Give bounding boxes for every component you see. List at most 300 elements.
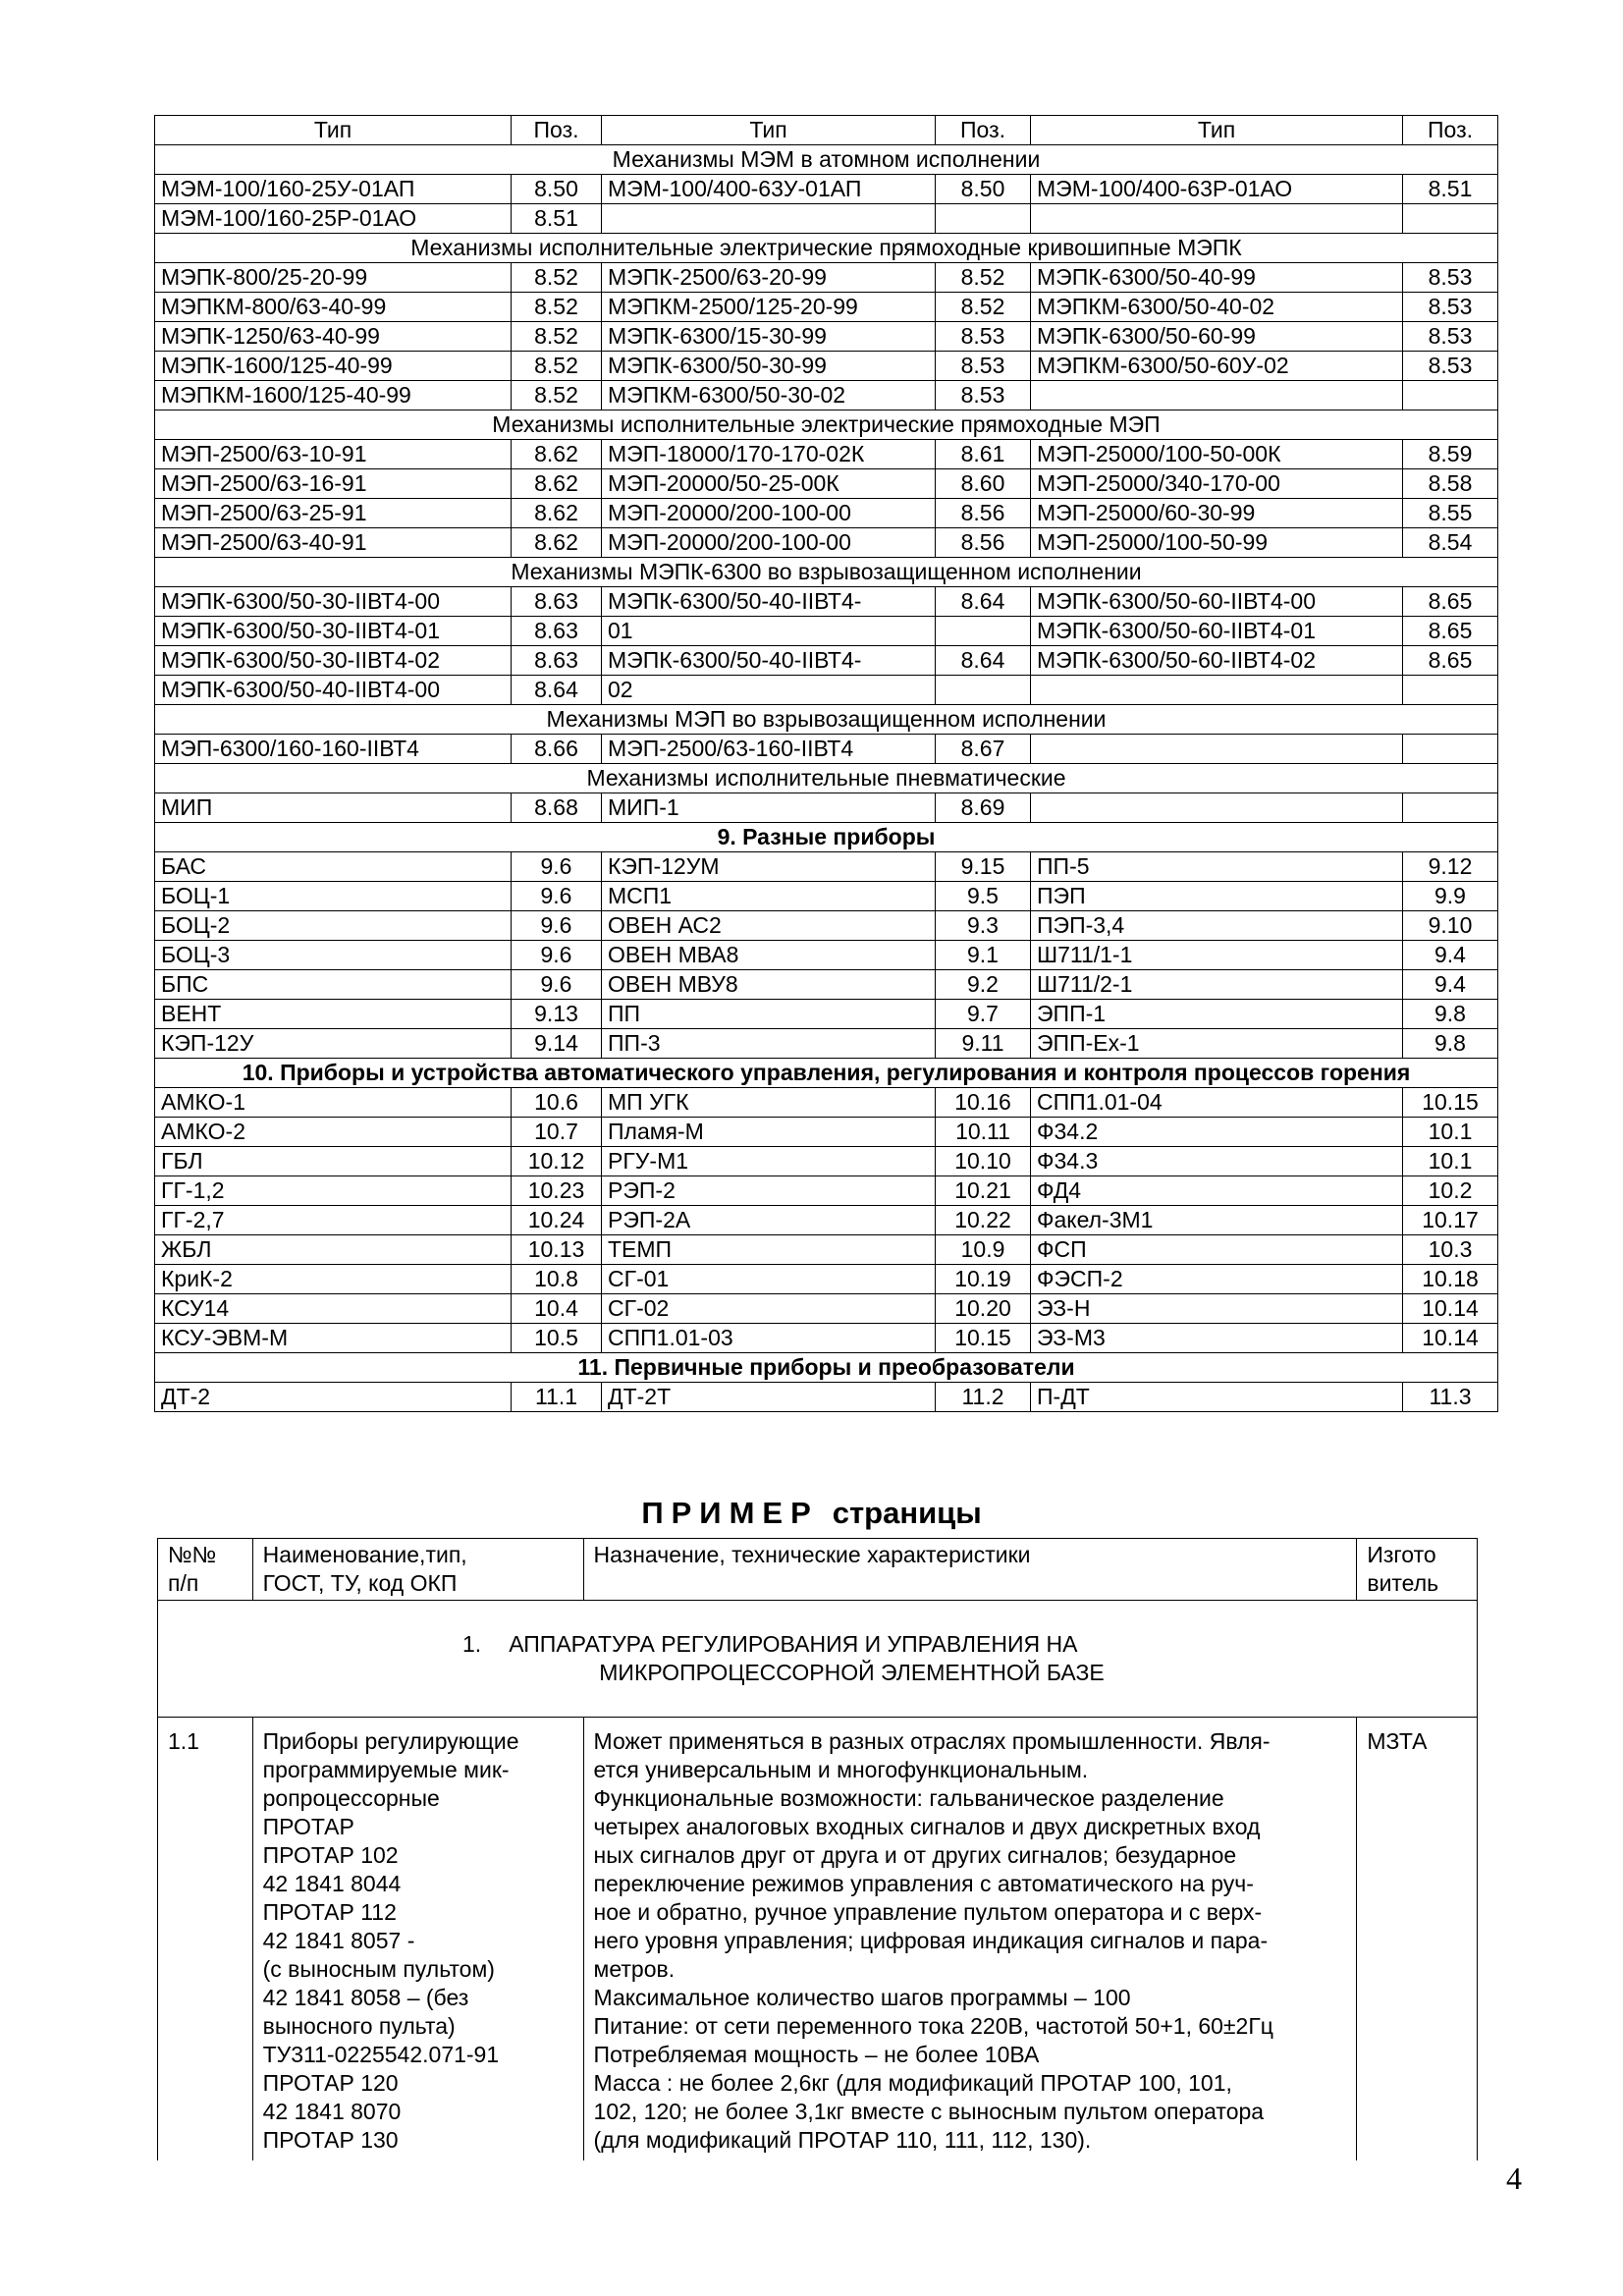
position-cell: 10.7	[512, 1118, 602, 1147]
type-cell: ГГ-1,2	[155, 1176, 512, 1206]
type-cell: МЭПК-1600/125-40-99	[155, 352, 512, 381]
type-cell: КриК-2	[155, 1265, 512, 1294]
table-row	[155, 1147, 1498, 1176]
position-cell: 8.60	[936, 469, 1031, 499]
table-row	[155, 1265, 1498, 1294]
type-cell: МЭМ-100/160-25Р-01АО	[155, 204, 512, 234]
text-line: ется универсальным и многофункциональным.	[593, 1757, 1089, 1782]
type-cell: ЭПП-Ех-1	[1031, 1029, 1403, 1059]
type-cell: МЭП-25000/340-170-00	[1031, 469, 1403, 499]
position-cell	[1403, 735, 1498, 764]
position-cell: 8.59	[1403, 440, 1498, 469]
position-cell: 10.14	[1403, 1294, 1498, 1324]
type-cell: МЭПК-6300/50-30-IIВТ4-01	[155, 617, 512, 646]
position-cell: 9.6	[512, 970, 602, 1000]
type-cell: МСП1	[602, 882, 936, 911]
type-cell: МЭПК-6300/50-30-99	[602, 352, 936, 381]
section-row	[155, 558, 1498, 587]
position-cell: 8.56	[936, 499, 1031, 528]
type-cell: ДТ-2	[155, 1383, 512, 1412]
position-cell	[1403, 676, 1498, 705]
table-row	[155, 1176, 1498, 1206]
position-cell: 9.14	[512, 1029, 602, 1059]
type-cell	[1031, 204, 1403, 234]
table-row	[155, 941, 1498, 970]
position-cell: 10.4	[512, 1294, 602, 1324]
page-number: 4	[1506, 2160, 1522, 2196]
table-row	[155, 911, 1498, 941]
table-row	[155, 469, 1498, 499]
type-cell: МЭП-2500/63-10-91	[155, 440, 512, 469]
position-cell: 10.11	[936, 1118, 1031, 1147]
section-title: Механизмы МЭПК-6300 во взрывозащищенном исполнении	[155, 558, 1498, 587]
section-title: Механизмы исполнительные пневматические	[155, 764, 1498, 793]
text-line: ное и обратно, ручное управление пультом оператора и с верх-	[593, 1899, 1263, 1925]
position-cell: 10.1	[1403, 1118, 1498, 1147]
table-row	[155, 676, 1498, 705]
type-cell: КЭП-12УМ	[602, 852, 936, 882]
type-cell: МЭМ-100/400-63У-01АП	[602, 175, 936, 204]
table-row	[155, 352, 1498, 381]
type-cell: КЭП-12У	[155, 1029, 512, 1059]
position-cell: 8.56	[936, 528, 1031, 558]
chapter-heading	[158, 1601, 1478, 1718]
column-header: Поз.	[512, 116, 602, 145]
type-cell: КСУ14	[155, 1294, 512, 1324]
text-line: ПРОТАР 130	[262, 2127, 399, 2153]
table-row	[155, 1029, 1498, 1059]
table-row	[155, 440, 1498, 469]
table-row	[155, 204, 1498, 234]
type-cell: ПЭП	[1031, 882, 1403, 911]
position-cell: 8.53	[1403, 293, 1498, 322]
position-cell: 8.65	[1403, 646, 1498, 676]
table-row	[155, 1000, 1498, 1029]
table-row	[155, 646, 1498, 676]
type-cell: БОЦ-2	[155, 911, 512, 941]
position-cell: 9.2	[936, 970, 1031, 1000]
type-cell: МЭПК-1250/63-40-99	[155, 322, 512, 352]
position-cell: 8.66	[512, 735, 602, 764]
type-cell: ПЭП-3,4	[1031, 911, 1403, 941]
position-cell: 8.58	[1403, 469, 1498, 499]
text-line: 42 1841 8070	[262, 2099, 402, 2124]
position-cell: 8.65	[1403, 617, 1498, 646]
type-cell: МЭПК-6300/50-60-99	[1031, 322, 1403, 352]
chapter-title-line-2: МИКРОПРОЦЕССОРНОЙ ЭЛЕМЕНТНОЙ БАЗЕ	[599, 1660, 1105, 1685]
position-cell: 8.64	[936, 646, 1031, 676]
table-row	[155, 528, 1498, 558]
position-cell: 11.1	[512, 1383, 602, 1412]
position-cell: 10.1	[1403, 1147, 1498, 1176]
type-cell: МЭМ-100/160-25У-01АП	[155, 175, 512, 204]
type-cell	[602, 204, 936, 234]
type-cell: 02	[602, 676, 936, 705]
position-cell: 8.52	[512, 381, 602, 410]
position-cell: 10.5	[512, 1324, 602, 1353]
type-cell: МЭПК-6300/50-30-IIВТ4-00	[155, 587, 512, 617]
position-cell: 10.3	[1403, 1235, 1498, 1265]
position-cell: 9.12	[1403, 852, 1498, 882]
text-line: ПРОТАР	[262, 1814, 354, 1839]
position-cell: 8.63	[512, 617, 602, 646]
section-title: Механизмы МЭП во взрывозащищенном исполнении	[155, 705, 1498, 735]
type-cell: МЭПК-2500/63-20-99	[602, 263, 936, 293]
table-row	[155, 1324, 1498, 1353]
header-number: №№ п/п	[158, 1539, 253, 1601]
position-cell: 9.1	[936, 941, 1031, 970]
type-cell: ЭЗ-М3	[1031, 1324, 1403, 1353]
position-cell: 8.62	[512, 499, 602, 528]
type-cell: ПП	[602, 1000, 936, 1029]
text-line: Масса : не более 2,6кг (для модификаций ПРОТАР 100, 101,	[593, 2070, 1232, 2096]
example-page-table	[157, 1538, 1478, 2160]
type-cell: ПП-5	[1031, 852, 1403, 882]
table-row	[155, 852, 1498, 882]
type-cell: ОВЕН МВА8	[602, 941, 936, 970]
type-cell: МЭП-2500/63-160-IIВТ4	[602, 735, 936, 764]
text-line: (с выносным пультом)	[262, 1956, 495, 1982]
type-cell: МЭПК-6300/50-40-99	[1031, 263, 1403, 293]
text-line: Питание: от сети переменного тока 220В, частотой 50+1, 60±2Гц	[593, 2013, 1273, 2039]
position-cell: 8.52	[512, 322, 602, 352]
title-example-word: ПРИМЕР	[641, 1496, 819, 1530]
table-row	[155, 1118, 1498, 1147]
type-cell: КСУ-ЭВМ-М	[155, 1324, 512, 1353]
position-cell: 9.7	[936, 1000, 1031, 1029]
position-cell	[936, 617, 1031, 646]
type-cell: МЭП-20000/50-25-00К	[602, 469, 936, 499]
type-cell: МЭПК-6300/50-60-IIВТ4-01	[1031, 617, 1403, 646]
item-maker: МЗТА	[1357, 1718, 1478, 2161]
position-cell: 9.5	[936, 882, 1031, 911]
position-cell: 8.69	[936, 793, 1031, 823]
text-line: Может применяться в разных отраслях промышленности. Явля-	[593, 1728, 1271, 1754]
section-row	[155, 1353, 1498, 1383]
title-page-word: страницы	[832, 1496, 982, 1530]
type-cell: МЭПКМ-6300/50-40-02	[1031, 293, 1403, 322]
position-cell: 10.12	[512, 1147, 602, 1176]
text-line: ропроцессорные	[262, 1785, 440, 1811]
catalog-header-row	[155, 116, 1498, 145]
table-row	[155, 293, 1498, 322]
position-cell: 11.3	[1403, 1383, 1498, 1412]
section-row	[155, 823, 1498, 852]
table-row	[155, 793, 1498, 823]
position-cell: 10.20	[936, 1294, 1031, 1324]
type-cell: ОВЕН МВУ8	[602, 970, 936, 1000]
type-cell: МИП-1	[602, 793, 936, 823]
section-row	[155, 1059, 1498, 1088]
type-cell: СПП1.01-03	[602, 1324, 936, 1353]
position-cell: 8.51	[1403, 175, 1498, 204]
type-cell: БОЦ-3	[155, 941, 512, 970]
type-cell: МЭПК-800/25-20-99	[155, 263, 512, 293]
position-cell	[936, 204, 1031, 234]
position-cell: 8.53	[936, 352, 1031, 381]
position-cell: 8.52	[512, 263, 602, 293]
position-cell: 10.2	[1403, 1176, 1498, 1206]
section-row	[155, 705, 1498, 735]
type-cell: МЭПК-6300/50-40-IIВТ4-	[602, 587, 936, 617]
position-cell: 9.6	[512, 941, 602, 970]
type-cell: ДТ-2Т	[602, 1383, 936, 1412]
item-number: 1.1	[158, 1718, 253, 2161]
type-cell: МЭП-25000/100-50-00К	[1031, 440, 1403, 469]
catalog-body	[155, 145, 1498, 1412]
type-cell: АМКО-1	[155, 1088, 512, 1118]
type-cell: РЭП-2А	[602, 1206, 936, 1235]
type-cell: МЭПК-6300/50-30-IIВТ4-02	[155, 646, 512, 676]
position-cell: 9.6	[512, 852, 602, 882]
position-cell: 8.52	[512, 352, 602, 381]
text-line: 42 1841 8044	[262, 1871, 402, 1896]
position-cell: 10.18	[1403, 1265, 1498, 1294]
position-cell: 8.63	[512, 587, 602, 617]
type-cell: Ш711/1-1	[1031, 941, 1403, 970]
position-cell: 8.55	[1403, 499, 1498, 528]
type-cell: ФСП	[1031, 1235, 1403, 1265]
type-cell: ЖБЛ	[155, 1235, 512, 1265]
position-cell: 9.15	[936, 852, 1031, 882]
position-cell: 8.53	[1403, 322, 1498, 352]
type-cell: ТЕМП	[602, 1235, 936, 1265]
text-line: переключение режимов управления с автоматического на руч-	[593, 1871, 1254, 1896]
column-header: Тип	[602, 116, 936, 145]
header-purpose: Назначение, технические характеристики	[583, 1539, 1357, 1601]
position-cell: 8.67	[936, 735, 1031, 764]
position-cell: 9.6	[512, 882, 602, 911]
text-line: ПРОТАР 120	[262, 2070, 399, 2096]
position-cell: 10.10	[936, 1147, 1031, 1176]
position-cell	[1403, 381, 1498, 410]
position-cell: 10.15	[1403, 1088, 1498, 1118]
type-cell: Факел-3М1	[1031, 1206, 1403, 1235]
table-row	[155, 735, 1498, 764]
position-cell: 8.50	[936, 175, 1031, 204]
type-cell: МЭП-25000/60-30-99	[1031, 499, 1403, 528]
position-cell: 10.8	[512, 1265, 602, 1294]
position-cell: 10.21	[936, 1176, 1031, 1206]
section-row	[155, 234, 1498, 263]
text-line: ПРОТАР 112	[262, 1899, 397, 1925]
type-cell: Ф34.3	[1031, 1147, 1403, 1176]
table-row	[155, 1088, 1498, 1118]
type-cell: БПС	[155, 970, 512, 1000]
type-cell: МЭПКМ-6300/50-30-02	[602, 381, 936, 410]
type-cell: МЭПКМ-2500/125-20-99	[602, 293, 936, 322]
text-line: Приборы регулирующие	[262, 1728, 519, 1754]
position-cell: 10.14	[1403, 1324, 1498, 1353]
text-line: (для модификаций ПРОТАР 110, 111, 112, 130).	[593, 2127, 1092, 2153]
type-cell: РГУ-М1	[602, 1147, 936, 1176]
section-title: Механизмы исполнительные электрические прямоходные кривошипные МЭПК	[155, 234, 1498, 263]
text-line: ных сигналов друг от друга и от других сигналов; безударное	[593, 1842, 1237, 1868]
type-cell: МП УГК	[602, 1088, 936, 1118]
section-title: 10. Приборы и устройства автоматического управления, регулирования и контроля процессов горения	[155, 1059, 1498, 1088]
position-cell: 8.52	[512, 293, 602, 322]
header-name: Наименование,тип, ГОСТ, ТУ, код ОКП	[252, 1539, 583, 1601]
position-cell: 8.50	[512, 175, 602, 204]
text-line: 102, 120; не более 3,1кг вместе с выносным пультом оператора	[593, 2099, 1265, 2124]
chapter-title-line-1: АППАРАТУРА РЕГУЛИРОВАНИЯ И УПРАВЛЕНИЯ НА	[509, 1631, 1078, 1657]
column-header: Тип	[155, 116, 512, 145]
position-cell: 8.52	[936, 293, 1031, 322]
example-page-title	[0, 1495, 1623, 1532]
position-cell: 8.62	[512, 440, 602, 469]
position-cell: 8.64	[512, 676, 602, 705]
section-title: 11. Первичные приборы и преобразователи	[155, 1353, 1498, 1383]
type-cell: МЭП-2500/63-25-91	[155, 499, 512, 528]
type-cell: МЭПКМ-800/63-40-99	[155, 293, 512, 322]
table-row	[155, 587, 1498, 617]
table-row	[155, 322, 1498, 352]
position-cell: 10.17	[1403, 1206, 1498, 1235]
catalog-index-table	[154, 115, 1498, 1412]
text-line: 42 1841 8057 -	[262, 1928, 415, 1953]
position-cell: 10.9	[936, 1235, 1031, 1265]
type-cell: РЭП-2	[602, 1176, 936, 1206]
position-cell: 9.8	[1403, 1029, 1498, 1059]
table-row	[155, 1235, 1498, 1265]
position-cell: 9.9	[1403, 882, 1498, 911]
type-cell: БАС	[155, 852, 512, 882]
position-cell: 9.13	[512, 1000, 602, 1029]
position-cell: 10.22	[936, 1206, 1031, 1235]
position-cell: 9.4	[1403, 970, 1498, 1000]
type-cell: СПП1.01-04	[1031, 1088, 1403, 1118]
type-cell: МЭПКМ-6300/50-60У-02	[1031, 352, 1403, 381]
position-cell: 8.52	[936, 263, 1031, 293]
position-cell: 10.19	[936, 1265, 1031, 1294]
type-cell	[1031, 381, 1403, 410]
position-cell: 8.62	[512, 528, 602, 558]
type-cell: 01	[602, 617, 936, 646]
example-header-row	[158, 1539, 1478, 1601]
type-cell: ЭПП-1	[1031, 1000, 1403, 1029]
position-cell: 8.53	[936, 322, 1031, 352]
table-row	[155, 617, 1498, 646]
type-cell: ФД4	[1031, 1176, 1403, 1206]
position-cell: 9.10	[1403, 911, 1498, 941]
position-cell: 9.4	[1403, 941, 1498, 970]
type-cell: СГ-02	[602, 1294, 936, 1324]
text-line: него уровня управления; цифровая индикация сигналов и пара-	[593, 1928, 1269, 1953]
position-cell: 9.8	[1403, 1000, 1498, 1029]
position-cell	[936, 676, 1031, 705]
text-line: выносного пульта)	[262, 2013, 456, 2039]
item-row	[158, 1718, 1478, 2161]
column-header: Тип	[1031, 116, 1403, 145]
type-cell: СГ-01	[602, 1265, 936, 1294]
position-cell: 8.63	[512, 646, 602, 676]
type-cell: ФЭСП-2	[1031, 1265, 1403, 1294]
type-cell: МЭПК-6300/50-40-IIВТ4-	[602, 646, 936, 676]
position-cell: 10.15	[936, 1324, 1031, 1353]
chapter-number: 1.	[462, 1631, 482, 1657]
table-row	[155, 1206, 1498, 1235]
text-line: Потребляемая мощность – не более 10ВА	[593, 2042, 1040, 2067]
text-line: 42 1841 8058 – (без	[262, 1985, 469, 2010]
position-cell: 10.23	[512, 1176, 602, 1206]
type-cell	[1031, 735, 1403, 764]
type-cell: БОЦ-1	[155, 882, 512, 911]
table-row	[155, 499, 1498, 528]
type-cell: МЭП-20000/200-100-00	[602, 499, 936, 528]
position-cell: 8.53	[1403, 352, 1498, 381]
text-line: ТУ311-0225542.071-91	[262, 2042, 500, 2067]
position-cell: 8.61	[936, 440, 1031, 469]
type-cell: МЭП-6300/160-160-IIВТ4	[155, 735, 512, 764]
position-cell: 8.65	[1403, 587, 1498, 617]
type-cell: ВЕНТ	[155, 1000, 512, 1029]
type-cell: МЭП-2500/63-16-91	[155, 469, 512, 499]
position-cell: 10.13	[512, 1235, 602, 1265]
type-cell: ПП-3	[602, 1029, 936, 1059]
text-line: программируемые мик-	[262, 1757, 510, 1782]
position-cell: 8.51	[512, 204, 602, 234]
position-cell: 9.11	[936, 1029, 1031, 1059]
type-cell: ГГ-2,7	[155, 1206, 512, 1235]
position-cell: 10.16	[936, 1088, 1031, 1118]
type-cell: ЭЗ-Н	[1031, 1294, 1403, 1324]
type-cell: МИП	[155, 793, 512, 823]
position-cell: 8.53	[936, 381, 1031, 410]
type-cell: МЭП-2500/63-40-91	[155, 528, 512, 558]
item-name	[252, 1718, 583, 2161]
section-row	[155, 410, 1498, 440]
type-cell: П-ДТ	[1031, 1383, 1403, 1412]
chapter-row	[158, 1601, 1478, 1718]
position-cell	[1403, 204, 1498, 234]
text-line: четырех аналоговых входных сигналов и двух дискретных вход	[593, 1814, 1261, 1839]
position-cell: 8.64	[936, 587, 1031, 617]
type-cell: МЭПКМ-1600/125-40-99	[155, 381, 512, 410]
table-row	[155, 970, 1498, 1000]
section-row	[155, 764, 1498, 793]
type-cell: Ш711/2-1	[1031, 970, 1403, 1000]
type-cell: ГБЛ	[155, 1147, 512, 1176]
type-cell	[1031, 676, 1403, 705]
position-cell: 8.62	[512, 469, 602, 499]
text-line: Максимальное количество шагов программы – 100	[593, 1985, 1131, 2010]
table-row	[155, 1383, 1498, 1412]
item-purpose	[583, 1718, 1357, 2161]
type-cell: МЭПК-6300/50-60-IIВТ4-02	[1031, 646, 1403, 676]
type-cell: МЭПК-6300/15-30-99	[602, 322, 936, 352]
type-cell: Ф34.2	[1031, 1118, 1403, 1147]
position-cell: 8.53	[1403, 263, 1498, 293]
section-title: 9. Разные приборы	[155, 823, 1498, 852]
position-cell: 10.24	[512, 1206, 602, 1235]
table-row	[155, 1294, 1498, 1324]
type-cell: ОВЕН АС2	[602, 911, 936, 941]
header-maker: Изгото витель	[1357, 1539, 1478, 1601]
text-line: ПРОТАР 102	[262, 1842, 399, 1868]
position-cell	[1403, 793, 1498, 823]
position-cell: 9.3	[936, 911, 1031, 941]
table-row	[155, 263, 1498, 293]
table-row	[155, 882, 1498, 911]
section-row	[155, 145, 1498, 175]
text-line: Функциональные возможности: гальваническое разделение	[593, 1785, 1224, 1811]
table-row	[155, 175, 1498, 204]
type-cell: МЭП-18000/170-170-02К	[602, 440, 936, 469]
position-cell: 8.68	[512, 793, 602, 823]
text-line: метров.	[593, 1956, 676, 1982]
column-header: Поз.	[936, 116, 1031, 145]
position-cell: 8.54	[1403, 528, 1498, 558]
